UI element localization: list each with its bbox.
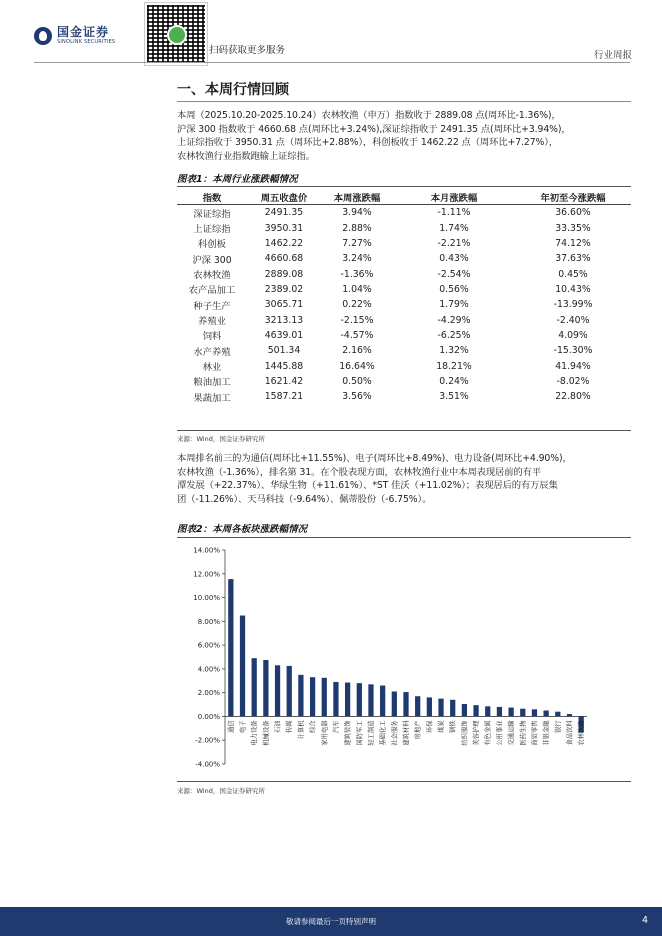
x-tick-label: 计算机	[297, 720, 305, 740]
chart-bar	[403, 692, 408, 716]
table-cell: 沪深 300	[192, 254, 232, 266]
table-title: 图表1：本周行业涨跌幅情况	[177, 174, 298, 185]
table-source-note: 来源：Wind，国金证券研究所	[177, 435, 265, 443]
paragraph-line: 团（-11.26%）、天马科技（-9.64%）、佩蒂股份（-6.75%）。	[177, 493, 432, 505]
table-cell: -4.57%	[340, 329, 374, 341]
table-cell: 2491.35	[264, 207, 304, 219]
chart-svg	[177, 542, 631, 780]
table-row	[177, 389, 631, 404]
sector-bar-chart	[177, 542, 631, 780]
table-cell: 2889.08	[264, 268, 304, 280]
table-cell: -2.21%	[437, 237, 471, 249]
table-cell: 41.94%	[555, 360, 591, 372]
table-cell: 粮油加工	[193, 377, 231, 389]
x-tick-label: 非银金融	[543, 720, 551, 746]
table-cell: 2.16%	[342, 345, 372, 357]
chart-bar	[532, 709, 537, 716]
table-row	[177, 205, 631, 221]
table-cell: 7.27%	[342, 237, 372, 249]
y-tick-label: 10.00%	[193, 594, 220, 603]
table-cell: -6.25%	[437, 329, 471, 341]
table-cell: 深证综指	[193, 208, 231, 220]
x-tick-label: 纺织服饰	[461, 720, 469, 746]
table-cell: 0.56%	[439, 283, 469, 295]
page-header	[0, 0, 662, 64]
company-logo	[34, 26, 115, 46]
table-cell: 0.43%	[439, 253, 469, 265]
chart-bar	[544, 711, 549, 717]
table-row	[177, 328, 631, 343]
column-header: 年初至今涨跌幅	[515, 189, 631, 205]
table-cell: 1621.42	[264, 375, 304, 387]
table-cell: 0.50%	[342, 375, 372, 387]
paragraph-line: 本周（2025.10.20-2025.10.24）农林牧渔（申万）指数收于 2889.08 点(周环比-1.36%)，	[177, 110, 561, 121]
table-cell: 1.04%	[342, 283, 372, 295]
x-tick-label: 房地产	[414, 720, 422, 740]
x-tick-label: 建筑材料	[403, 720, 410, 746]
chart-bar	[555, 712, 560, 717]
table-row	[177, 266, 631, 281]
column-header: 本周涨跌幅	[321, 189, 393, 205]
x-tick-label: 钢铁	[449, 720, 457, 734]
table-cell: 4639.01	[264, 329, 304, 341]
chart-bar	[462, 704, 467, 716]
table-cell: 3950.31	[264, 222, 304, 234]
table-cell: 科创板	[198, 239, 226, 251]
table-cell: 4.09%	[558, 329, 588, 341]
table-cell: -2.40%	[556, 314, 590, 326]
table-cell: 33.35%	[555, 222, 591, 234]
chart-bar	[263, 660, 268, 716]
paragraph-line: 潭发展（+22.37%）、华绿生物（+11.61%）、*ST 佳沃（+11.02%）；表现居后的有万辰集	[177, 480, 558, 491]
table-cell: 养殖业	[198, 316, 226, 328]
x-tick-label: 有色金属	[484, 720, 492, 746]
table-bottom-rule	[177, 430, 631, 431]
chart-bar	[287, 666, 292, 717]
x-tick-label: 社会服务	[391, 720, 399, 746]
qr-code-icon[interactable]	[145, 3, 207, 65]
x-tick-label: 商贸零售	[531, 720, 539, 746]
x-tick-label: 汽车	[332, 720, 340, 734]
table-row	[177, 282, 631, 297]
x-tick-label: 公用事业	[496, 720, 504, 746]
table-row	[177, 358, 631, 373]
paragraph-line: 沪深 300 指数收于 4660.68 点(周环比+3.24%),深证综指收于 2491.35 点(周环比+3.94%)，	[177, 123, 571, 135]
x-tick-label: 银行	[554, 720, 562, 734]
y-tick-label: -2.00%	[195, 736, 220, 745]
chart-bar	[567, 714, 572, 716]
table-row	[177, 374, 631, 389]
table-cell: 0.45%	[558, 268, 588, 280]
table-cell: -1.11%	[437, 207, 471, 219]
paragraph-line: 农林牧渔行业指数跑输上证综指。	[177, 150, 315, 162]
y-tick-label: 12.00%	[193, 570, 220, 579]
chart-bar	[298, 675, 303, 717]
x-tick-label: 轻工制造	[367, 720, 375, 746]
table-cell: -2.54%	[437, 268, 471, 280]
y-tick-label: 8.00%	[197, 617, 220, 626]
chart-bar	[438, 699, 443, 717]
table-cell: 1587.21	[264, 391, 304, 403]
table-cell: -1.36%	[340, 268, 374, 280]
chart-bar	[380, 686, 385, 717]
chart-bar	[275, 665, 280, 716]
table-cell: 1445.88	[264, 360, 304, 372]
qr-caption: 扫码获取更多服务	[209, 45, 286, 56]
chart-top-rule	[177, 537, 631, 538]
table-cell: 农林牧渔	[193, 270, 231, 282]
table-cell: 74.12%	[555, 237, 591, 249]
report-type: 行业周报	[593, 50, 632, 61]
qr-center-logo-icon	[167, 25, 187, 45]
x-tick-label: 综合	[309, 720, 317, 734]
x-tick-label: 传媒	[286, 720, 294, 734]
table-cell: 1462.22	[264, 237, 304, 249]
paragraph-line: 本周排名前三的为通信(周环比+11.55%)、电子(周环比+8.49%)、电力设备(周环比+4.90%)，	[177, 453, 572, 464]
chart-bar	[508, 708, 513, 717]
table-row	[177, 312, 631, 327]
chart-bar	[357, 683, 362, 716]
x-tick-label: 农林牧渔	[578, 720, 586, 746]
table-cell: 0.24%	[439, 375, 469, 387]
chart-bar	[450, 700, 455, 717]
x-tick-label: 石油	[274, 720, 282, 734]
chart-bar	[322, 678, 327, 717]
chart-bar	[368, 684, 373, 716]
x-tick-label: 家用电器	[321, 720, 329, 746]
table-cell: -8.02%	[556, 375, 590, 387]
chart-bar	[415, 696, 420, 716]
table-cell: 3.56%	[342, 391, 372, 403]
table-cell: 4660.68	[264, 253, 304, 265]
table-cell: -4.29%	[437, 314, 471, 326]
table-cell: 种子生产	[193, 300, 231, 312]
paragraph-line: 农林牧渔（-1.36%），排名第 31。在个股表现方面，农林牧渔行业中本周表现居前的有平	[177, 466, 542, 478]
chart-bar	[228, 579, 233, 716]
table-cell: 16.64%	[339, 360, 375, 372]
column-header: 周五收盘价	[247, 189, 321, 205]
chart-bar	[240, 616, 245, 717]
page-footer	[0, 907, 662, 936]
table-row	[177, 297, 631, 312]
chart-bar	[252, 658, 257, 716]
market-summary-paragraph	[177, 109, 633, 163]
page-number: 4	[641, 915, 648, 926]
table-cell: 3.24%	[342, 253, 372, 265]
chart-bottom-rule	[177, 781, 631, 782]
table-row	[177, 220, 631, 235]
table-cell: 10.43%	[555, 283, 591, 295]
y-tick-label: 4.00%	[197, 665, 220, 674]
y-tick-label: 6.00%	[197, 641, 220, 650]
logo-icon	[34, 27, 52, 45]
x-tick-label: 电力设备	[251, 720, 259, 746]
column-header: 本月涨跌幅	[393, 189, 515, 205]
chart-bar	[345, 683, 350, 717]
table-cell: 22.80%	[555, 391, 591, 403]
table-cell: 2389.02	[264, 283, 304, 295]
table-cell: 1.32%	[439, 345, 469, 357]
x-tick-label: 医药生物	[519, 720, 527, 746]
table-cell: 37.63%	[555, 253, 591, 265]
table-header-row	[177, 189, 631, 205]
table-cell: 36.60%	[555, 207, 591, 219]
chart-bar	[310, 677, 315, 716]
table-cell: -15.30%	[553, 345, 593, 357]
x-tick-label: 美容护理	[473, 720, 481, 746]
y-tick-label: -4.00%	[195, 760, 220, 769]
table-cell: 3.51%	[439, 391, 469, 403]
table-cell: 农产品加工	[188, 285, 236, 297]
x-tick-label: 基础化工	[379, 720, 387, 746]
table-cell: 饲料	[202, 331, 222, 343]
x-tick-label: 国防军工	[356, 720, 364, 746]
x-tick-label: 环保	[426, 720, 434, 734]
table-cell: -13.99%	[553, 299, 593, 311]
footer-disclaimer: 敬请参阅最后一页特别声明	[286, 917, 376, 926]
sector-ranking-paragraph	[177, 452, 633, 506]
logo-en-text: SINOLINK SECURITIES	[57, 39, 116, 45]
x-tick-label: 通信	[227, 720, 235, 734]
table-row	[177, 236, 631, 251]
table-cell: 501.34	[267, 345, 301, 357]
x-tick-label: 煤炭	[438, 720, 446, 734]
table-cell: 0.22%	[342, 299, 372, 311]
y-tick-label: 0.00%	[197, 712, 220, 721]
x-tick-label: 交通运输	[508, 720, 516, 746]
section-divider	[177, 101, 631, 102]
index-performance-table	[177, 189, 631, 404]
table-cell: 1.79%	[439, 299, 469, 311]
chart-bar	[485, 706, 490, 716]
logo-cn-text: 国金证券	[57, 25, 110, 39]
table-cell: 1.74%	[439, 222, 469, 234]
chart-bar	[497, 707, 502, 717]
chart-bar	[392, 691, 397, 716]
y-tick-label: 2.00%	[197, 689, 220, 698]
chart-bar	[427, 697, 432, 716]
table-cell: 3065.71	[264, 299, 304, 311]
table-cell: 水产养殖	[193, 346, 231, 358]
column-header: 指数	[177, 189, 247, 205]
table-row	[177, 343, 631, 358]
x-tick-label: 电子	[239, 720, 247, 734]
y-tick-label: 14.00%	[193, 546, 220, 555]
x-tick-label: 建筑装饰	[344, 720, 352, 746]
table-cell: 上证综指	[193, 224, 231, 236]
paragraph-line: 上证综指收于 3950.31 点（周环比+2.88%），科创板收于 1462.22 点（周环比+7.27%），	[177, 137, 558, 148]
table-row	[177, 251, 631, 266]
chart-bar	[333, 682, 338, 716]
chart-source-note: 来源：Wind，国金证券研究所	[177, 787, 265, 795]
table-cell: 2.88%	[342, 222, 372, 234]
table-cell: 果蔬加工	[193, 392, 231, 404]
x-tick-label: 机械设备	[262, 720, 270, 746]
chart-bar	[473, 705, 478, 716]
table-cell: 林业	[202, 362, 222, 374]
chart-bar	[520, 709, 525, 717]
section-title: 一、本周行情回顾	[177, 82, 289, 98]
x-tick-label: 食品饮料	[566, 720, 574, 746]
header-divider	[34, 62, 630, 63]
table-top-rule	[177, 186, 631, 187]
table-cell: 3.94%	[342, 207, 372, 219]
table-cell: 18.21%	[436, 360, 472, 372]
table-cell: 3213.13	[264, 314, 304, 326]
table-cell: -2.15%	[340, 314, 374, 326]
chart-title: 图表2：本周各板块涨跌幅情况	[177, 524, 308, 535]
